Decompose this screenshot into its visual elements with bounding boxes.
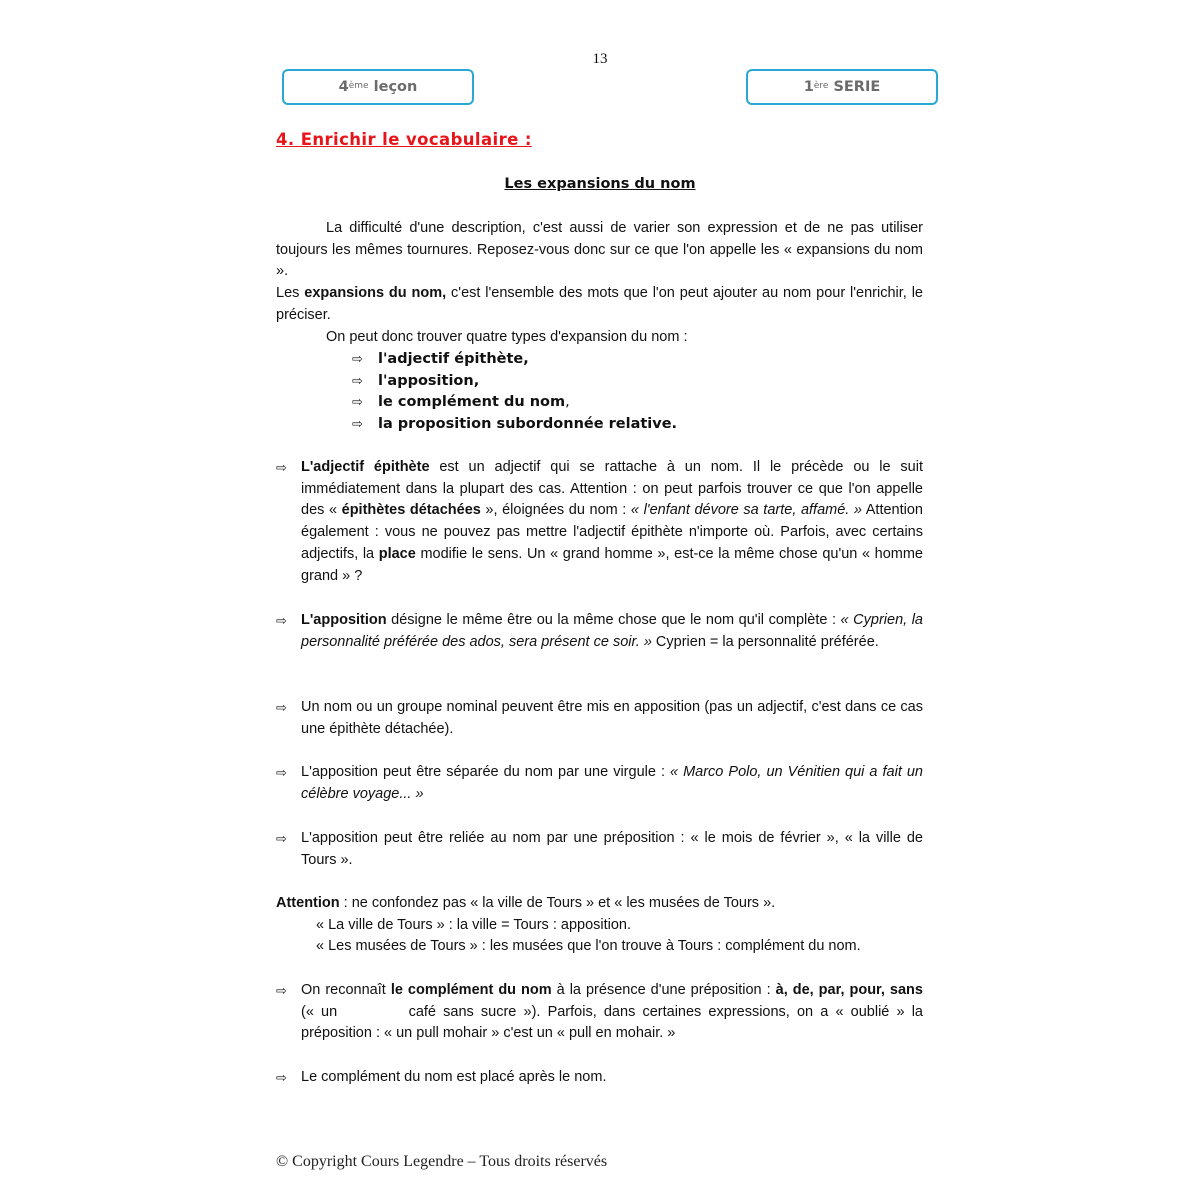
bold-text: L'adjectif épithète xyxy=(301,459,430,475)
lesson-label: leçon xyxy=(368,79,418,95)
lesson-sup: ème xyxy=(348,81,369,91)
bullet-preposition xyxy=(276,828,923,871)
bullet-apposition xyxy=(276,610,923,653)
arrow-right-icon: ⇨ xyxy=(352,352,363,367)
arrow-right-icon: ⇨ xyxy=(276,613,287,628)
text: Attention également : vous ne pouvez pas mettre l'adjectif épithète n'importe où. Parfois, avec certains adjectifs, la xyxy=(301,502,923,562)
list-item-label: l'adjectif épithète, xyxy=(378,351,529,367)
text: désigne le même être ou la même chose que le nom qu'il complète : xyxy=(386,612,841,628)
text: : ne confondez pas « la ville de Tours » et « les musées de Tours ». xyxy=(339,895,776,911)
intro-paragraph-3: On peut donc trouver quatre types d'expansion du nom : xyxy=(326,329,688,345)
bullet-body xyxy=(301,980,928,1045)
bold-text: place xyxy=(378,545,416,562)
arrow-right-icon: ⇨ xyxy=(276,765,287,780)
intro-paragraph-2 xyxy=(276,283,923,326)
lesson-badge xyxy=(282,69,474,105)
arrow-right-icon: ⇨ xyxy=(276,983,287,998)
list-item-label: l'apposition, xyxy=(378,372,480,389)
text: modifie le sens. Un « grand homme », est-ce la même chose qu'un « homme grand » ? xyxy=(301,545,923,584)
text: Cyprien = la personnalité préférée. xyxy=(651,633,879,650)
bold-text: le complément du nom xyxy=(390,982,552,998)
list-item xyxy=(352,371,677,393)
bullet-body: Le complément du nom est placé après le nom. xyxy=(301,1069,607,1085)
bullet-groupe-nominal xyxy=(276,697,923,740)
text: On reconnaît xyxy=(301,982,391,998)
bullet-complement-du-nom xyxy=(276,980,928,1045)
bullet-body xyxy=(301,457,923,587)
attention-line-3: « Les musées de Tours » : les musées que l'on trouve à Tours : complément du nom. xyxy=(316,938,861,955)
bullet-placement xyxy=(276,1067,923,1089)
text: est un adjectif qui se rattache à un nom. Il le précède ou le suit immédiatement dans la plupart des cas. Attention : on peut parfois trouver ce que l'on appelle des « xyxy=(301,459,923,519)
bullet-body xyxy=(301,762,923,805)
arrow-right-icon: ⇨ xyxy=(276,460,287,475)
attention-note xyxy=(276,893,923,958)
text: Les xyxy=(276,285,305,301)
bold-text: L'apposition xyxy=(301,612,387,628)
arrow-right-icon: ⇨ xyxy=(276,831,287,846)
subtitle: Les expansions du nom xyxy=(504,176,696,192)
series-badge xyxy=(746,69,938,105)
bold-text: expansions du nom, xyxy=(304,285,447,301)
arrow-right-icon: ⇨ xyxy=(352,417,363,433)
intro-paragraph-1: La difficulté d'une description, c'est aussi de varier son expression et de ne pas utiliser toujours les mêmes tournures. Reposez-vous donc sur ce que l'on appelle les « expansions du nom ». xyxy=(276,220,923,280)
lesson-number: 4 xyxy=(338,79,349,95)
text: (« un café sans sucre »). Parfois, dans certaines expressions, on a « oublié » la préposition : « un pull mohair » c'est un « pull en mohair. » xyxy=(301,982,928,1042)
list-item xyxy=(352,349,677,371)
bullet-body: L'apposition peut être reliée au nom par une préposition : « le mois de février », « la ville de Tours ». xyxy=(301,830,923,868)
arrow-right-icon: ⇨ xyxy=(352,373,363,389)
example-quote: « l'enfant dévore sa tarte, affamé. » xyxy=(630,502,862,519)
bold-text: épithètes détachées xyxy=(341,502,481,519)
bullet-adjectif-epithete xyxy=(276,457,923,587)
attention-line-1 xyxy=(276,893,923,915)
text: », éloignées du nom : xyxy=(480,502,631,519)
text: L'apposition peut être séparée du nom par une virgule : xyxy=(301,764,670,780)
arrow-right-icon: ⇨ xyxy=(276,1070,287,1085)
text: à la présence d'une préposition : xyxy=(551,982,776,998)
copyright-footer: © Copyright Cours Legendre – Tous droits réservés xyxy=(276,1153,608,1170)
series-number: 1 xyxy=(803,79,814,95)
list-item-label: la proposition subordonnée relative. xyxy=(378,416,678,433)
arrow-right-icon: ⇨ xyxy=(352,395,363,411)
bold-text: Attention xyxy=(276,895,340,911)
list-item xyxy=(352,392,677,414)
list-item-label: le complément du nom xyxy=(378,394,566,411)
example-quote: « Marco Polo, un Vénitien qui a fait un célèbre voyage... » xyxy=(301,764,923,802)
bullet-virgule xyxy=(276,762,923,805)
bold-text: à, de, par, pour, sans xyxy=(775,982,923,998)
bullet-body: Un nom ou un groupe nominal peuvent être mis en apposition (pas un adjectif, c'est dans ce cas une épithète détachée). xyxy=(301,699,923,737)
series-sup: ère xyxy=(813,81,829,91)
arrow-right-icon: ⇨ xyxy=(276,700,287,715)
list-item xyxy=(352,414,677,436)
bullet-body xyxy=(301,610,923,653)
section-title: 4. Enrichir le vocabulaire : xyxy=(276,130,532,149)
page-number: 13 xyxy=(592,51,608,67)
attention-line-2: « La ville de Tours » : la ville = Tours : apposition. xyxy=(316,916,632,933)
text: c'est l'ensemble des mots que l'on peut ajouter au nom pour l'enrichir, le préciser. xyxy=(276,285,923,323)
types-list xyxy=(352,349,677,436)
example-quote: « Cyprien, la personnalité préférée des ados, sera présent ce soir. » xyxy=(301,612,923,650)
series-label: SERIE xyxy=(828,79,881,95)
list-item-suffix: , xyxy=(565,394,570,411)
